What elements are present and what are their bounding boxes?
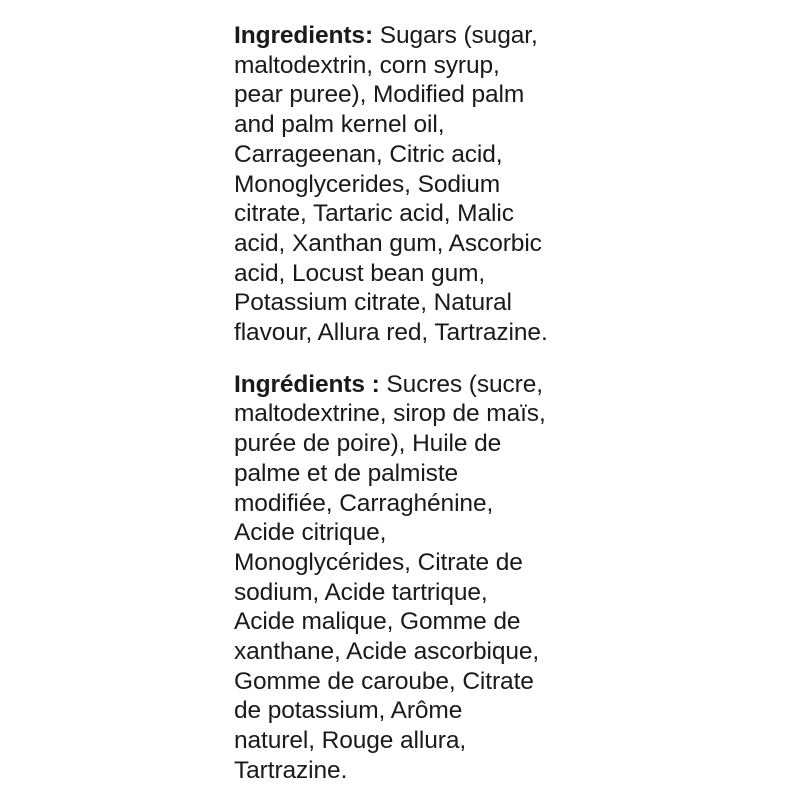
ingredients-line (234, 370, 594, 400)
ingredients-line: Tartrazine. (234, 756, 348, 784)
ingredients-panel (234, 21, 594, 786)
ingredients-english (234, 21, 594, 348)
ingredients-line: and palm kernel oil, (234, 111, 445, 139)
ingredients-line: Potassium citrate, Natural (234, 289, 512, 317)
ingredients-line (234, 21, 594, 51)
ingredients-line: citrate, Tartaric acid, Malic (234, 200, 514, 228)
ingredients-line: Monoglycerides, Sodium (234, 170, 501, 198)
ingredients-line: purée de poire), Huile de (234, 430, 502, 458)
ingredients-line: modifiée, Carraghénine, (234, 489, 494, 517)
ingredients-line: de potassium, Arôme (234, 697, 463, 725)
ingredients-line: acid, Xanthan gum, Ascorbic (234, 229, 542, 257)
ingredients-line: Gomme de caroube, Citrate (234, 667, 534, 695)
ingredients-line: flavour, Allura red, Tartrazine. (234, 319, 548, 347)
ingredients-line: maltodextrine, sirop de maïs, (234, 400, 546, 428)
ingredients-line: maltodextrin, corn syrup, (234, 51, 500, 79)
ingredients-line: naturel, Rouge allura, (234, 727, 467, 755)
ingredients-line: Acide malique, Gomme de (234, 608, 521, 636)
ingredients-line: xanthane, Acide ascorbique, (234, 638, 540, 666)
ingredients-french (234, 370, 594, 786)
ingredients-line: acid, Locust bean gum, (234, 259, 486, 287)
ingredients-heading-french: Ingrédients : (234, 370, 380, 398)
ingredients-text: Sugars (sugar, (373, 22, 538, 49)
ingredients-line: Carrageenan, Citric acid, (234, 140, 503, 168)
ingredients-line: palme et de palmiste (234, 459, 459, 487)
ingredients-text: Sucres (sucre, (379, 370, 543, 398)
ingredients-line: pear puree), Modified palm (234, 81, 525, 109)
ingredients-line: Acide citrique, (234, 519, 387, 547)
ingredients-line: sodium, Acide tartrique, (234, 578, 488, 606)
ingredients-line: Monoglycérides, Citrate de (234, 548, 523, 576)
ingredients-heading-english: Ingredients: (234, 22, 374, 49)
